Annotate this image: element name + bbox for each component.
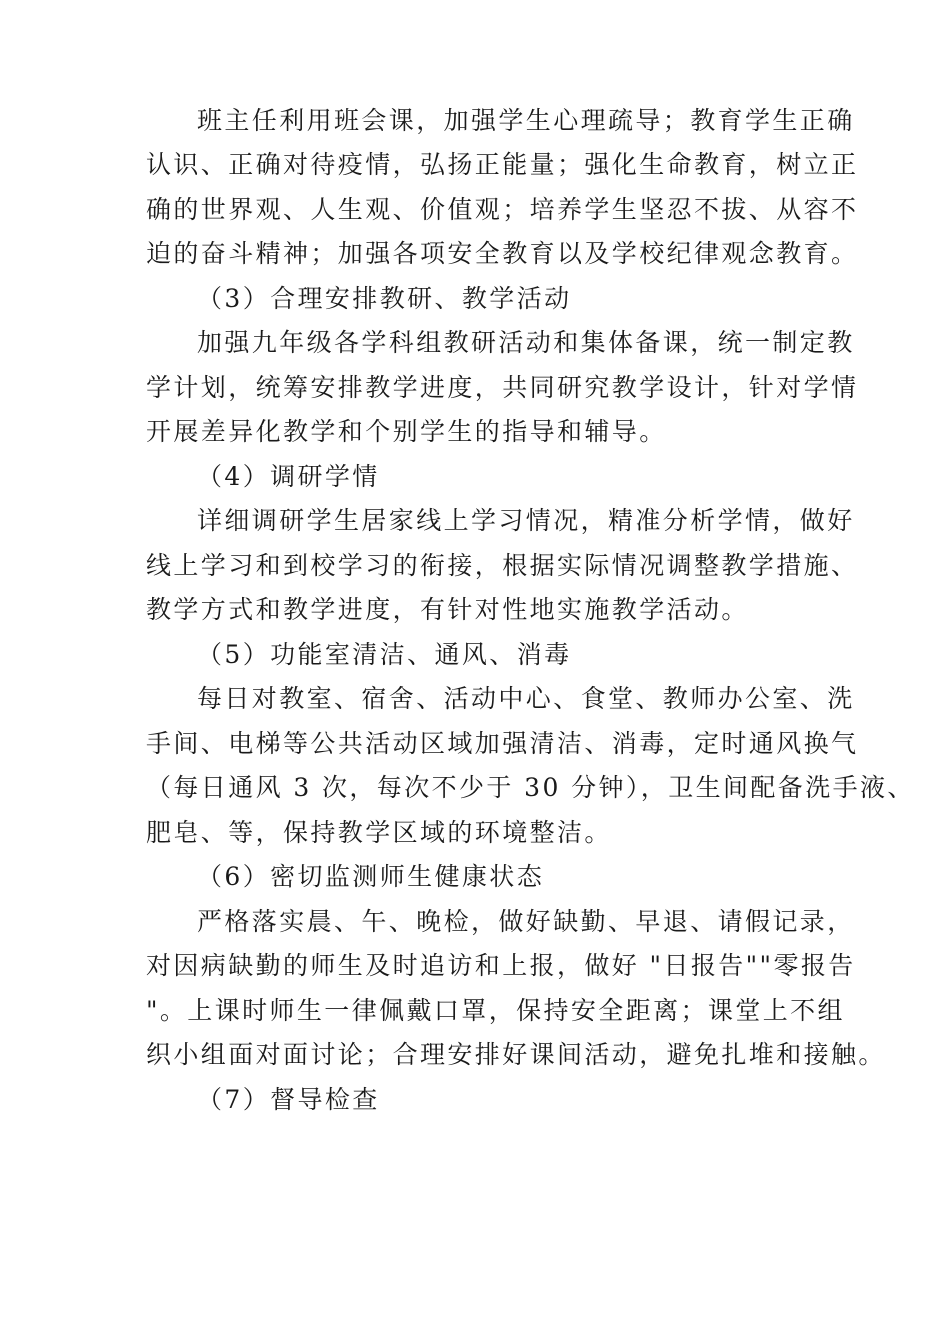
para-line: 对因病缺勤的师生及时追访和上报，做好 "日报告""零报告 <box>146 951 856 980</box>
para-line: 认识、正确对待疫情，弘扬正能量；强化生命教育，树立正 <box>146 150 859 179</box>
para-line: 织小组面对面讨论；合理安排好课间活动，避免扎堆和接触。 <box>146 1040 886 1069</box>
section-heading: （5）功能室清洁、通风、消毒 <box>197 640 572 669</box>
para-line: "。上课时师生一律佩戴口罩，保持安全距离；课堂上不组 <box>146 996 845 1025</box>
para-line: 线上学习和到校学习的衔接，根据实际情况调整教学措施、 <box>146 551 859 580</box>
section-heading: （4）调研学情 <box>197 462 380 491</box>
para-line: （每日通风 3 次，每次不少于 30 分钟），卫生间配备洗手液、 <box>146 773 915 802</box>
para-line: 肥皂、等，保持教学区域的环境整洁。 <box>146 818 612 847</box>
para-line: 严格落实晨、午、晚检，做好缺勤、早退、请假记录， <box>197 907 855 936</box>
para-line: 迫的奋斗精神；加强各项安全教育以及学校纪律观念教育。 <box>146 239 859 268</box>
para-line: 教学方式和教学进度，有针对性地实施教学活动。 <box>146 595 749 624</box>
para-line: 学计划，统筹安排教学进度，共同研究教学设计，针对学情 <box>146 373 859 402</box>
para-line: 确的世界观、人生观、价值观；培养学生坚忍不拔、从容不 <box>146 195 859 224</box>
para-line: 手间、电梯等公共活动区域加强清洁、消毒，定时通风换气 <box>146 729 859 758</box>
para-line: 每日对教室、宿舍、活动中心、食堂、教师办公室、洗 <box>197 684 855 713</box>
para-line: 开展差异化教学和个别学生的指导和辅导。 <box>146 417 667 446</box>
para-line: 详细调研学生居家线上学习情况，精准分析学情，做好 <box>197 506 855 535</box>
section-heading: （6）密切监测师生健康状态 <box>197 862 545 891</box>
section-heading: （7）督导检查 <box>197 1085 380 1114</box>
para-line: 加强九年级各学科组教研活动和集体备课，统一制定教 <box>197 328 855 357</box>
section-heading: （3）合理安排教研、教学活动 <box>197 284 572 313</box>
para-line: 班主任利用班会课，加强学生心理疏导；教育学生正确 <box>197 106 855 135</box>
